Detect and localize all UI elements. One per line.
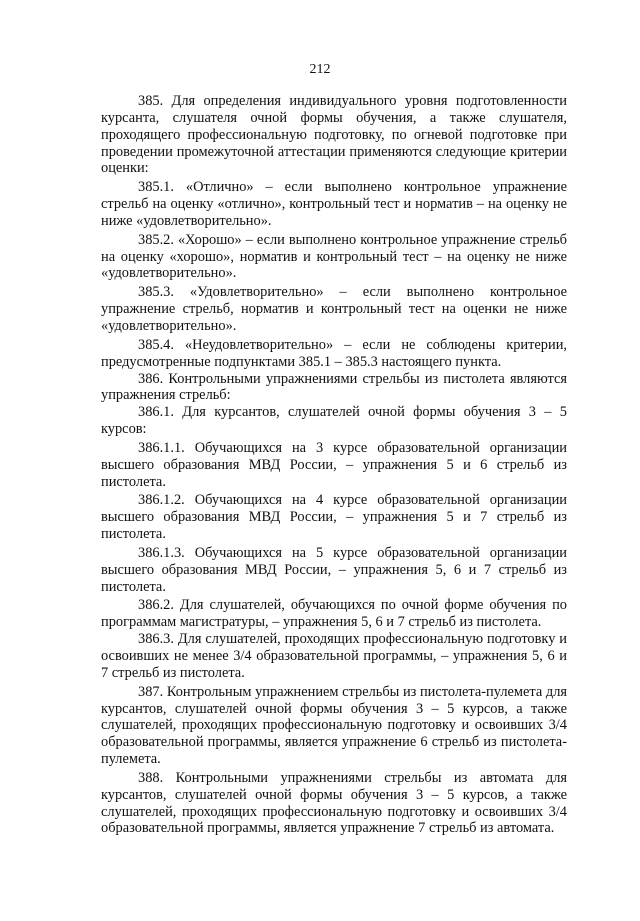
paragraph-386-1: 386.1. Для курсантов, слушателей очной формы обучения 3 – 5 курсов: bbox=[101, 404, 567, 438]
paragraph-386-1-2: 386.1.2. Обучающихся на 4 курсе образовательной организации высшего образования МВД России, – упражнения 5 и 7 стрельб из пистолета. bbox=[101, 492, 567, 543]
page-number: 212 bbox=[309, 62, 331, 77]
paragraph-388: 388. Контрольными упражнениями стрельбы из автомата для курсантов, слушателей очной формы обучения 3 – 5 курсов, а также слушателей, проходящих профессиональную подготовку и освоивших 3/4 образовательной программы, является упражнение 7 стрельб из автомата. bbox=[101, 769, 567, 837]
paragraph-385-2: 385.2. «Хорошо» – если выполнено контрольное упражнение стрельб на оценку «хорошо», норматив и контрольный тест – на оценку не ниже «удовлетворительно». bbox=[101, 231, 567, 282]
paragraph-386-1-1: 386.1.1. Обучающихся на 3 курсе образовательной организации высшего образования МВД России, – упражнения 5 и 6 стрельб из пистолета. bbox=[101, 439, 567, 490]
document-body bbox=[101, 93, 567, 837]
paragraph-385: 385. Для определения индивидуального уровня подготовленности курсанта, слушателя очной формы обучения, а также слушателя, проходящего профессиональную подготовку, по огневой подготовке при проведении промежуточной аттестации применяются следующие критерии оценки: bbox=[101, 93, 567, 177]
paragraph-387: 387. Контрольным упражнением стрельбы из пистолета-пулемета для курсантов, слушателей очной формы обучения 3 – 5 курсов, а также слушателей, проходящих профессиональную подготовку и освоивших 3/4 образовательной программы, является упражнение 6 стрельб из пистолета-пулемета. bbox=[101, 683, 567, 768]
paragraph-386: 386. Контрольными упражнениями стрельбы из пистолета являются упражнения стрельб: bbox=[101, 370, 567, 404]
paragraph-386-3: 386.3. Для слушателей, проходящих профессиональную подготовку и освоивших не менее 3/4 образовательной программы, – упражнения 5, 6 и 7 стрельб из пистолета. bbox=[101, 631, 567, 681]
paragraph-385-4: 385.4. «Неудовлетворительно» – если не соблюдены критерии, предусмотренные подпунктами 385.1 – 385.3 настоящего пункта. bbox=[101, 336, 567, 370]
paragraph-386-2: 386.2. Для слушателей, обучающихся по очной форме обучения по программам магистратуры, – упражнения 5, 6 и 7 стрельб из пистолета. bbox=[101, 597, 567, 631]
paragraph-386-1-3: 386.1.3. Обучающихся на 5 курсе образовательной организации высшего образования МВД России, – упражнения 5, 6 и 7 стрельб из пистолета. bbox=[101, 544, 567, 595]
paragraph-385-3: 385.3. «Удовлетворительно» – если выполнено контрольное упражнение стрельб, норматив и контрольный тест на оценки не ниже «удовлетворительно». bbox=[101, 284, 567, 334]
paragraph-385-1: 385.1. «Отлично» – если выполнено контрольное упражнение стрельб на оценку «отлично», контрольный тест и норматив – на оценку не ниже «удовлетворительно». bbox=[101, 179, 567, 229]
